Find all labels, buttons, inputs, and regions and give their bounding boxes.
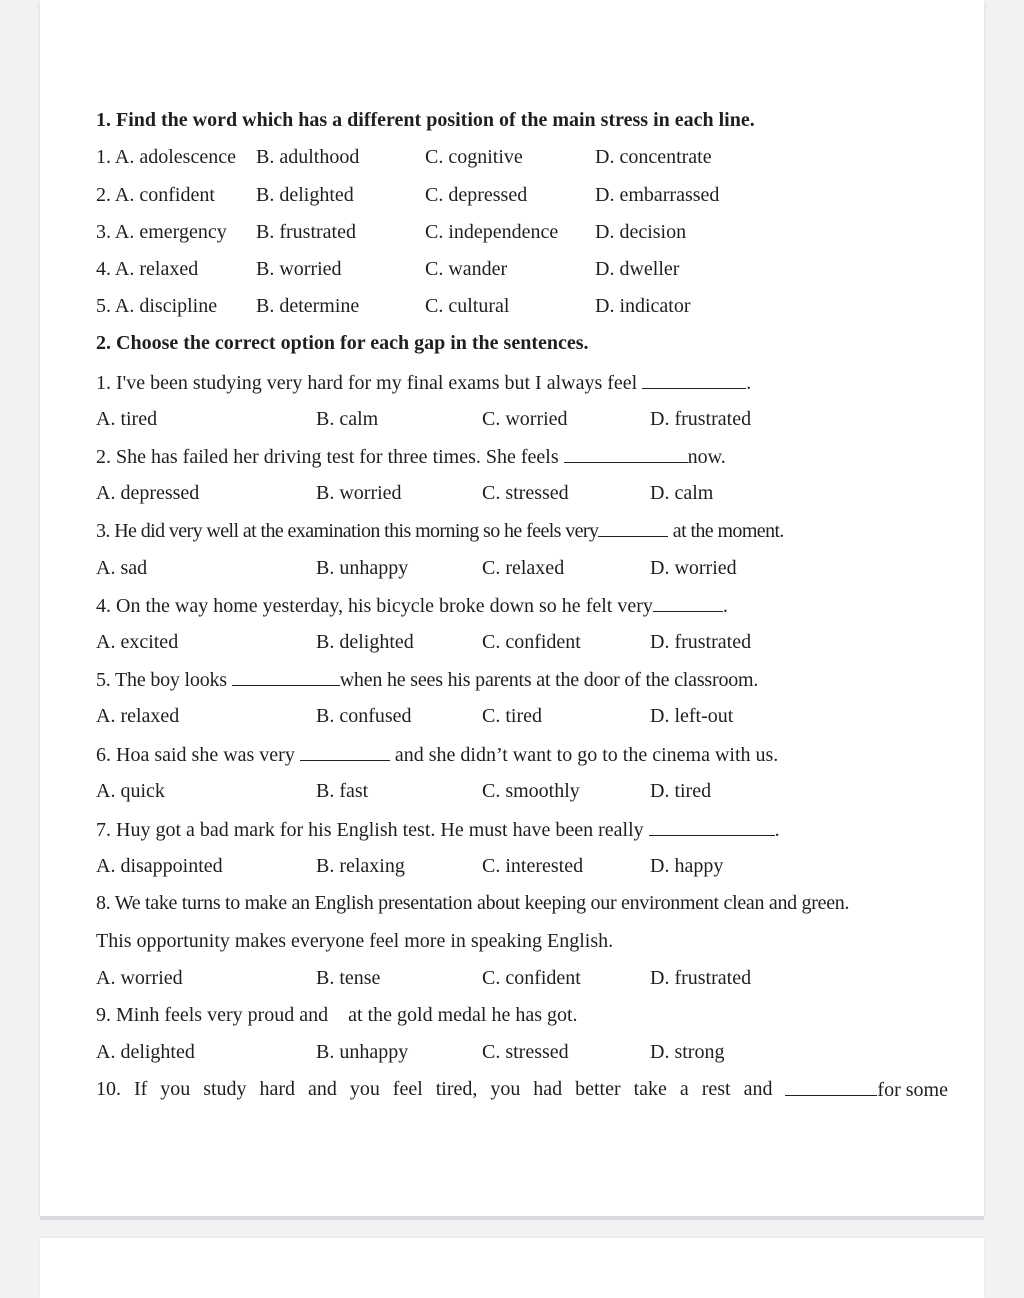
answer-blank [785,1077,877,1096]
option-d: D. happy [650,855,724,877]
question-8-line2: This opportunity makes everyone feel more in speaking English. [96,930,614,952]
s1-row-5-d: D. indicator [595,295,691,317]
question-1: 1. I've been studying very hard for my final exams but I always feel . [96,372,752,394]
option-c: C. confident [482,631,581,653]
option-b: B. relaxing [316,855,405,877]
s1-row-3-b: B. frustrated [256,221,356,243]
s1-row-5-b: B. determine [256,295,360,317]
s1-row-4-b: B. worried [256,258,342,280]
option-c: C. stressed [482,1041,569,1063]
option-b: B. tense [316,967,381,989]
s1-row-2-a: 2. A. confident [96,184,215,206]
option-d: D. frustrated [650,967,752,989]
option-a: A. delighted [96,1041,195,1063]
option-b: B. delighted [316,631,414,653]
option-b: B. unhappy [316,1041,409,1063]
option-a: A. excited [96,631,179,653]
option-d: D. frustrated [650,631,752,653]
s1-row-4-a: 4. A. relaxed [96,258,199,280]
s1-row-1-b: B. adulthood [256,146,360,168]
answer-blank [649,817,775,836]
question-5: 5. The boy looks when he sees his parents at the door of the classroom. [96,669,759,691]
option-c: C. tired [482,705,542,727]
option-b: B. confused [316,705,412,727]
section1-heading: 1. Find the word which has a different position of the main stress in each line. [96,109,755,131]
question-6: 6. Hoa said she was very and she didn’t want to go to the cinema with us. [96,744,779,766]
option-d: D. frustrated [650,408,752,430]
question-9: 9. Minh feels very proud and at the gold medal he has got. [96,1004,578,1026]
s1-row-4-d: D. dweller [595,258,680,280]
s1-row-5-c: C. cultural [425,295,510,317]
next-page [40,1238,984,1298]
s1-row-3-d: D. decision [595,221,687,243]
s1-row-2-c: C. depressed [425,184,528,206]
option-b: B. unhappy [316,557,409,579]
option-c: C. smoothly [482,780,580,802]
option-b: B. fast [316,780,369,802]
s1-row-3-a: 3. A. emergency [96,221,227,243]
question-4: 4. On the way home yesterday, his bicycle broke down so he felt very . [96,595,728,617]
answer-blank [642,370,746,389]
option-b: B. worried [316,482,402,504]
page-divider [40,1216,984,1220]
s1-row-5-a: 5. A. discipline [96,295,218,317]
option-a: A. relaxed [96,705,180,727]
question-10: 10. If you study hard and you feel tired, you had better take a rest and for some [96,1078,948,1101]
question-8: 8. We take turns to make an English presentation about keeping our environment clean and green. [96,892,850,914]
question-7: 7. Huy got a bad mark for his English test. He must have been really . [96,819,780,841]
option-a: A. depressed [96,482,200,504]
option-b: B. calm [316,408,379,430]
option-a: A. tired [96,408,158,430]
s1-row-2-d: D. embarrassed [595,184,720,206]
section2-heading: 2. Choose the correct option for each gap in the sentences. [96,332,589,354]
option-a: A. quick [96,780,165,802]
option-c: C. relaxed [482,557,565,579]
option-c: C. interested [482,855,584,877]
option-d: D. calm [650,482,714,504]
option-c: C. stressed [482,482,569,504]
answer-blank [232,667,340,686]
s1-row-2-b: B. delighted [256,184,354,206]
question-3: 3. He did very well at the examination this morning so he feels very at the moment. [96,520,784,542]
option-a: A. sad [96,557,148,579]
answer-blank [564,444,688,463]
question-2: 2. She has failed her driving test for three times. She feels now. [96,446,726,468]
option-d: D. worried [650,557,737,579]
s1-row-1-a: 1. A. adolescence [96,146,236,168]
option-d: D. tired [650,780,712,802]
answer-blank [300,742,390,761]
option-d: D. strong [650,1041,725,1063]
answer-blank [653,593,723,612]
option-c: C. confident [482,967,581,989]
option-d: D. left-out [650,705,734,727]
s1-row-1-d: D. concentrate [595,146,712,168]
s1-row-1-c: C. cognitive [425,146,523,168]
s1-row-4-c: C. wander [425,258,508,280]
answer-blank [598,518,668,537]
option-a: A. disappointed [96,855,223,877]
s1-row-3-c: C. independence [425,221,559,243]
option-c: C. worried [482,408,568,430]
option-a: A. worried [96,967,183,989]
